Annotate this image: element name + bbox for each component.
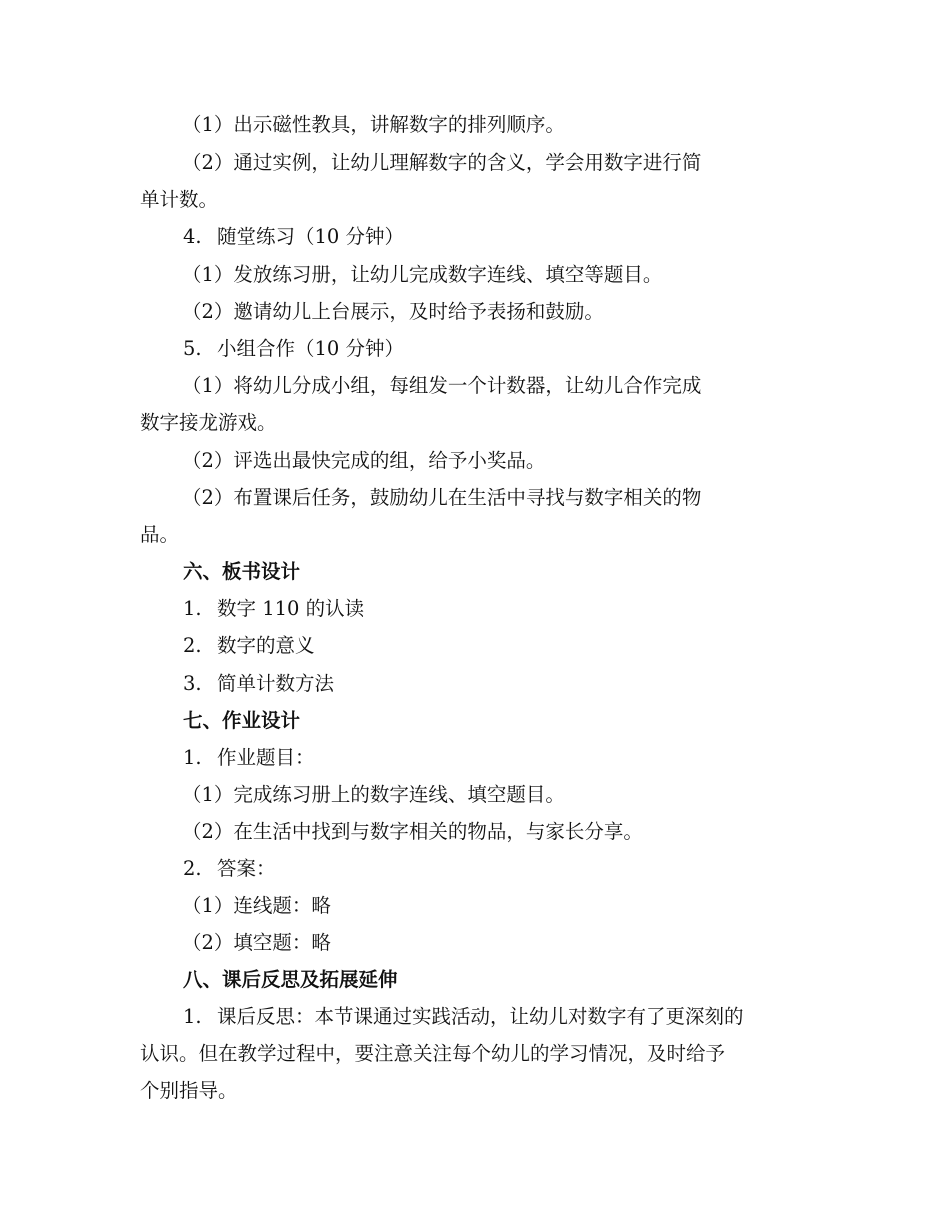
paragraph-line: （2）布置课后任务，鼓励幼儿在生活中寻找与数字相关的物: [182, 486, 702, 509]
list-item: [0, 633, 950, 659]
paragraph-line: （2）评选出最快完成的组，给予小奖品。: [182, 449, 546, 472]
list-item-text: 随堂练习（10 分钟）: [217, 225, 405, 248]
list-item-text: 数字 110 的认读: [217, 597, 365, 620]
section-heading: 七、作业设计: [183, 709, 301, 732]
paragraph-line: （1）连线题：略: [182, 894, 331, 917]
list-number: 3.: [183, 672, 202, 695]
section-heading: 六、板书设计: [183, 560, 301, 583]
paragraph-line: 个别指导。: [140, 1079, 238, 1102]
list-number: 1.: [183, 746, 202, 769]
list-item-text: 简单计数方法: [217, 672, 335, 695]
list-item: [0, 596, 950, 622]
paragraph-line: 认识。但在教学过程中，要注意关注每个幼儿的学习情况，及时给予: [140, 1042, 726, 1065]
list-number: 1.: [183, 597, 202, 620]
list-item: [0, 856, 950, 882]
list-item: [0, 224, 950, 250]
paragraph-line: （1）出示磁性教具，讲解数字的排列顺序。: [182, 113, 565, 136]
list-number: 5.: [183, 337, 202, 360]
list-number: 1.: [183, 1005, 202, 1028]
list-item-text: 答案：: [217, 857, 276, 880]
paragraph-line: （1）将幼儿分成小组，每组发一个计数器，让幼儿合作完成: [182, 374, 702, 397]
paragraph-line: （1）完成练习册上的数字连线、填空题目。: [182, 783, 565, 806]
list-item-text: 课后反思：本节课通过实践活动，让幼儿对数字有了更深刻的: [217, 1005, 744, 1028]
paragraph-line: 单计数。: [140, 188, 219, 211]
section-heading: 八、课后反思及拓展延伸: [183, 968, 398, 991]
paragraph-line: 数字接龙游戏。: [140, 411, 277, 434]
list-item: [0, 336, 950, 362]
list-item-text: 作业题目：: [217, 746, 315, 769]
list-item: [0, 1004, 950, 1030]
paragraph-line: （1）发放练习册，让幼儿完成数字连线、填空等题目。: [182, 263, 663, 286]
list-item: [0, 745, 950, 771]
paragraph-line: （2）在生活中找到与数字相关的物品，与家长分享。: [182, 820, 643, 843]
paragraph-line: 品。: [140, 523, 180, 546]
list-number: 4.: [183, 225, 202, 248]
list-number: 2.: [183, 634, 202, 657]
list-item-text: 小组合作（10 分钟）: [217, 337, 405, 360]
paragraph-line: （2）通过实例，让幼儿理解数字的含义，学会用数字进行简: [182, 151, 702, 174]
paragraph-line: （2）邀请幼儿上台展示，及时给予表扬和鼓励。: [182, 300, 604, 323]
list-item: [0, 671, 950, 697]
list-item-text: 数字的意义: [217, 634, 315, 657]
paragraph-line: （2）填空题：略: [182, 931, 331, 954]
list-number: 2.: [183, 857, 202, 880]
